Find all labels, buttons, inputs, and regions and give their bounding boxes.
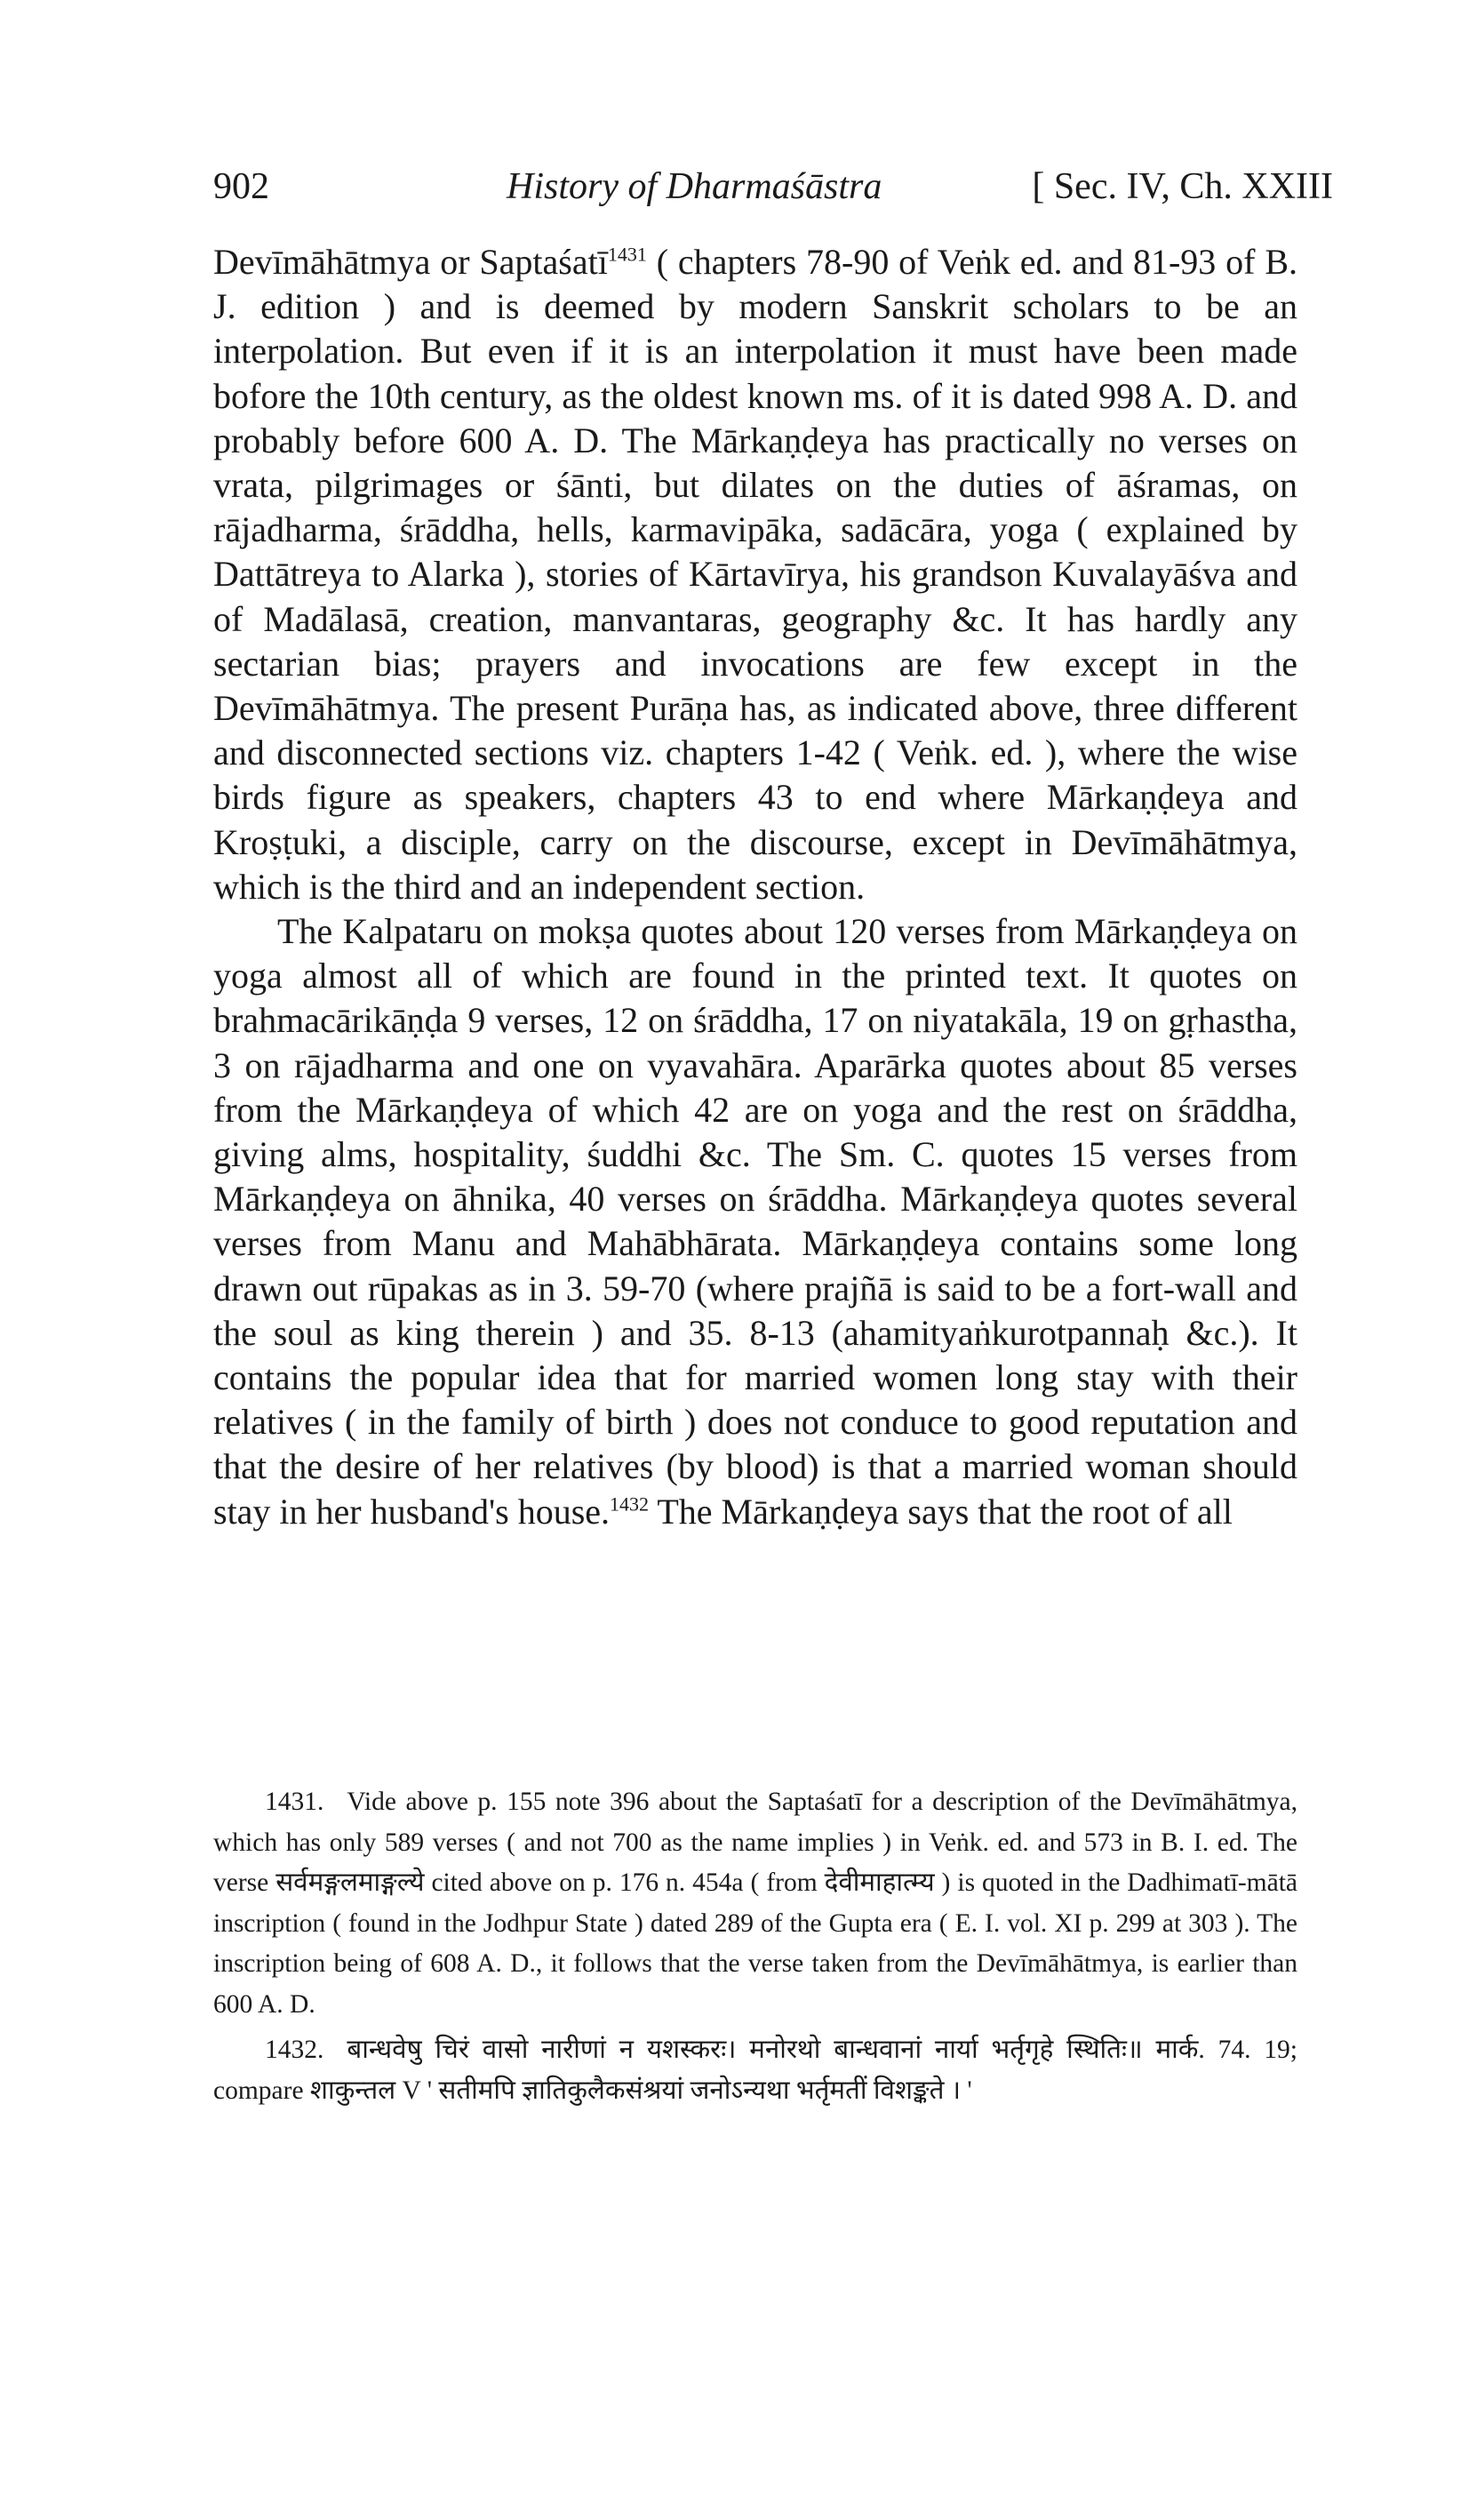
page-number: 902 xyxy=(213,166,269,207)
footnote-text: Vide above p. 155 note 396 about the Saptaśatī for a description of the Devīmāhātmya, which has only 589 verses ( and not 700 as the name implies ) in Veṅk. ed. and 573 in B. I. ed. The verse सर्वमङ्गलमाङ्गल्ये cited above on p. 176 n. 454a ( from देवीमाहात्म्य ) is quoted in the Dadhimatī-mātā inscription ( found in the Jodhpur State ) dated 289 of the Gupta era ( E. I. vol. XI p. 299 at 303 ). The inscription being of 608 A. D., it follows that the verse taken from the Devīmāhātmya, is earlier than 600 A. D. xyxy=(213,1788,1297,2019)
paragraph-1 xyxy=(213,240,1297,909)
footnote-number: 1431. xyxy=(265,1788,324,1816)
footnote-number: 1432. xyxy=(265,2036,324,2064)
paragraph-2 xyxy=(213,909,1297,1534)
footnote-1431 xyxy=(213,1782,1297,2025)
footnote-ref-1432: 1432 xyxy=(610,1492,650,1516)
footnote-text: बान्धवेषु चिरं वासो नारीणां न यशस्करः। मनोरथो बान्धवानां नार्या भर्तृगृहे स्थितिः॥ मार्क. 74. 19; compare शाकुन्तल V ' सतीमपि ज्ञातिकुलैकसंश्रयां जनोऽन्यथा भर्तृमतीं विशङ्कते । ' xyxy=(213,2036,1297,2105)
running-title: History of Dharmaśāstra xyxy=(507,166,882,207)
paragraph-text: The Kalpataru on mokṣa quotes about 120 verses from Mārkaṇḍeya on yoga almost all of which are found in the printed text. It quotes on brahmacārikāṇḍa 9 verses, 12 on śrāddha, 17 on niyatakāla, 19 on gṛhastha, 3 on rājadharma and one on vyavahāra. Aparārka quotes about 85 verses from the Mārkaṇḍeya of which 42 are on yoga and the rest on śrāddha, giving alms, hospitality, śuddhi &c. The Sm. C. quotes 15 verses from Mārkaṇḍeya on āhnika, 40 verses on śrāddha. Mārkaṇḍeya quotes several verses from Manu and Mahābhārata. Mārkaṇḍeya contains some long drawn out rūpakas as in 3. 59-70 (where prajñā is said to be a fort-wall and the soul as king therein ) and 35. 8-13 (ahamityaṅkurotpannaḥ &c.). It contains the popular idea that for married women long stay with their relatives ( in the family of birth ) does not conduce to good reputation and that the desire of her relatives (by blood) is that a married woman should stay in her husband's house. xyxy=(213,911,1297,1532)
section-reference: [ Sec. IV, Ch. XXIII xyxy=(1032,166,1333,207)
footnote-1432 xyxy=(213,2030,1297,2111)
paragraph-text: The Mārkaṇḍeya says that the root of all xyxy=(649,1491,1233,1532)
page-header xyxy=(213,165,1333,219)
main-text xyxy=(213,240,1297,1534)
footnotes xyxy=(213,1782,1297,2116)
footnote-ref-1431: 1431 xyxy=(607,243,647,266)
paragraph-text: Devīmāhātmya or Saptaśatī xyxy=(213,242,608,282)
paragraph-text: ( chapters 78-90 of Veṅk ed. and 81-93 of B. J. edition ) and is deemed by modern Sanskrit scholars to be an interpolation. But even if it is an interpolation it must have been made bofore the 10th century, as the oldest known ms. of it is dated 998 A. D. and probably before 600 A. D. The Mārkaṇḍeya has practically no verses on vrata, pilgrimages or śānti, but dilates on the duties of āśramas, on rājadharma, śrāddha, hells, karmavipāka, sadācāra, yoga ( explained by Dattātreya to Alarka ), stories of Kārtavīrya, his grandson Kuvalayāśva and of Madālasā, creation, manvantaras, geography &c. It has hardly any sectarian bias; prayers and invocations are few except in the Devīmāhātmya. The present Purāṇa has, as indicated above, three different and disconnected sections viz. chapters 1-42 ( Veṅk. ed. ), where the wise birds figure as speakers, chapters 43 to end where Mārkaṇḍeya and Kroṣṭuki, a disciple, carry on the discourse, except in Devīmāhātmya, which is the third and an independent section. xyxy=(213,242,1297,907)
